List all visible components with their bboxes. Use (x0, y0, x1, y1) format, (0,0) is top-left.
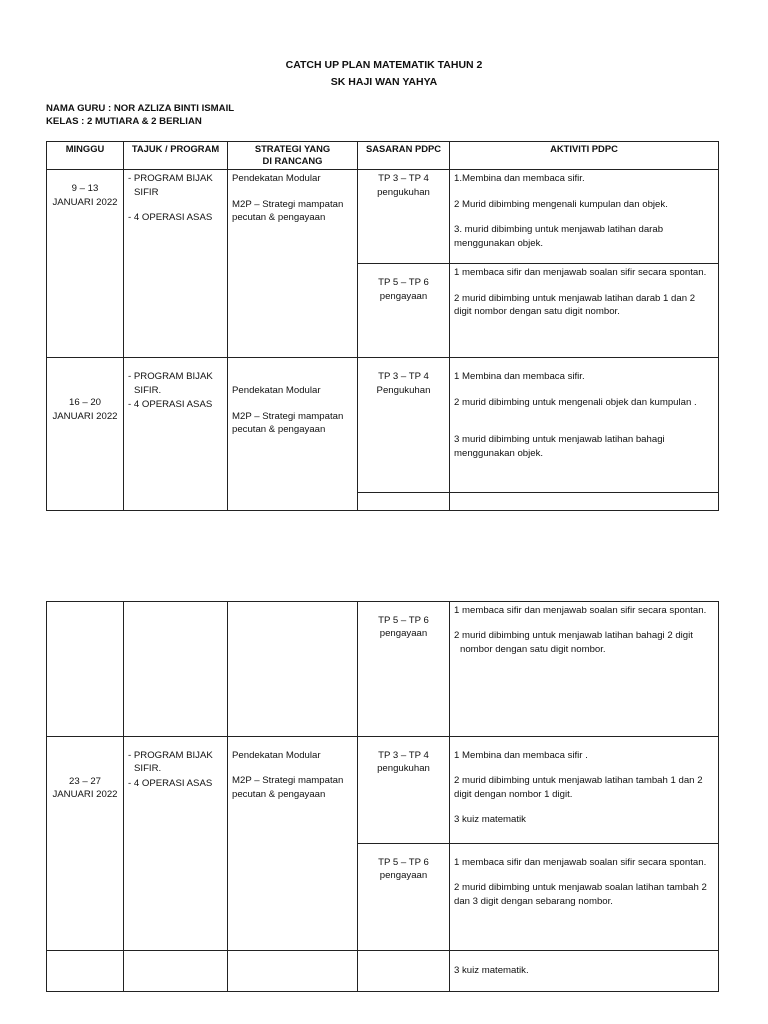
activity-cell: 1.Membina dan membaca sifir. 2 Murid dibimbing mengenali kumpulan dan objek. 3. murid dibimbing untuk menjawab latihan darab menggunakan objek. (450, 170, 719, 264)
strategy-cell: Pendekatan Modular M2P – Strategi mampatan pecutan & pengayaan (228, 358, 358, 511)
target-cell: TP 5 – TP 6 pengayaan (358, 602, 450, 737)
activity-cell: 1 Membina dan membaca sifir . 2 murid dibimbing untuk menjawab latihan tambah 1 dan 2 digit dengan nombor 1 digit. 3 kuiz matematik (450, 737, 719, 844)
empty-cell (228, 602, 358, 737)
activity-cell: 1 membaca sifir dan menjawab soalan sifir secara spontan. 2 murid dibimbing untuk menjawab soalan latihan tambah 2 dan 3 digit dengan sebarang nombor. (450, 844, 719, 951)
table-header-row (47, 142, 719, 170)
week-cell: 23 – 27 JANUARI 2022 (47, 737, 124, 951)
strategy-cell: Pendekatan Modular M2P – Strategi mampatan pecutan & pengayaan (228, 737, 358, 951)
plan-table-page-2 (46, 601, 719, 992)
activity-cell: 3 kuiz matematik. (450, 951, 719, 992)
empty-cell (450, 493, 719, 511)
empty-cell (124, 602, 228, 737)
plan-table-page-1 (46, 141, 719, 511)
topic-cell: - PROGRAM BIJAK SIFIR. - 4 OPERASI ASAS (124, 358, 228, 511)
empty-cell (358, 951, 450, 992)
header-strategi: STRATEGI YANG DI RANCANG (228, 142, 358, 170)
week-cell: 9 – 13 JANUARI 2022 (47, 170, 124, 358)
header-minggu: MINGGU (47, 142, 124, 170)
header-sasaran: SASARAN PDPC (358, 142, 450, 170)
table-row (47, 737, 719, 844)
activity-cell: 1 membaca sifir dan menjawab soalan sifir secara spontan. 2 murid dibimbing untuk menjawab latihan bahagi 2 digit nombor dengan satu digit nombor. (450, 602, 719, 737)
target-cell: TP 3 – TP 4 Pengukuhan (358, 358, 450, 493)
target-cell: TP 5 – TP 6 pengayaan (358, 264, 450, 358)
topic-cell: - PROGRAM BIJAK SIFIR - 4 OPERASI ASAS (124, 170, 228, 358)
empty-cell (358, 493, 450, 511)
table-row (47, 358, 719, 493)
target-cell: TP 3 – TP 4 pengukuhan (358, 170, 450, 264)
class-names: KELAS : 2 MUTIARA & 2 BERLIAN (46, 116, 202, 127)
empty-cell (124, 951, 228, 992)
empty-cell (228, 951, 358, 992)
target-cell: TP 3 – TP 4 pengukuhan (358, 737, 450, 844)
target-cell: TP 5 – TP 6 pengayaan (358, 844, 450, 951)
header-tajuk: TAJUK / PROGRAM (124, 142, 228, 170)
empty-cell (47, 951, 124, 992)
teacher-name: NAMA GURU : NOR AZLIZA BINTI ISMAIL (46, 103, 235, 114)
topic-cell: - PROGRAM BIJAK SIFIR. - 4 OPERASI ASAS (124, 737, 228, 951)
week-cell: 16 – 20 JANUARI 2022 (47, 358, 124, 511)
table-row (47, 602, 719, 737)
strategy-cell: Pendekatan Modular M2P – Strategi mampatan pecutan & pengayaan (228, 170, 358, 358)
activity-cell: 1 Membina dan membaca sifir. 2 murid dibimbing untuk mengenali objek dan kumpulan . 3 murid dibimbing untuk menjawab latihan bahagi menggunakan objek. (450, 358, 719, 493)
activity-cell: 1 membaca sifir dan menjawab soalan sifir secara spontan. 2 murid dibimbing untuk menjawab latihan darab 1 dan 2 digit nombor dengan satu digit nombor. (450, 264, 719, 358)
table-row (47, 951, 719, 992)
empty-cell (47, 602, 124, 737)
header-aktiviti: AKTIVITI PDPC (450, 142, 719, 170)
document-title: CATCH UP PLAN MATEMATIK TAHUN 2 (285, 59, 483, 71)
table-row (47, 170, 719, 264)
school-name: SK HAJI WAN YAHYA (330, 76, 438, 88)
